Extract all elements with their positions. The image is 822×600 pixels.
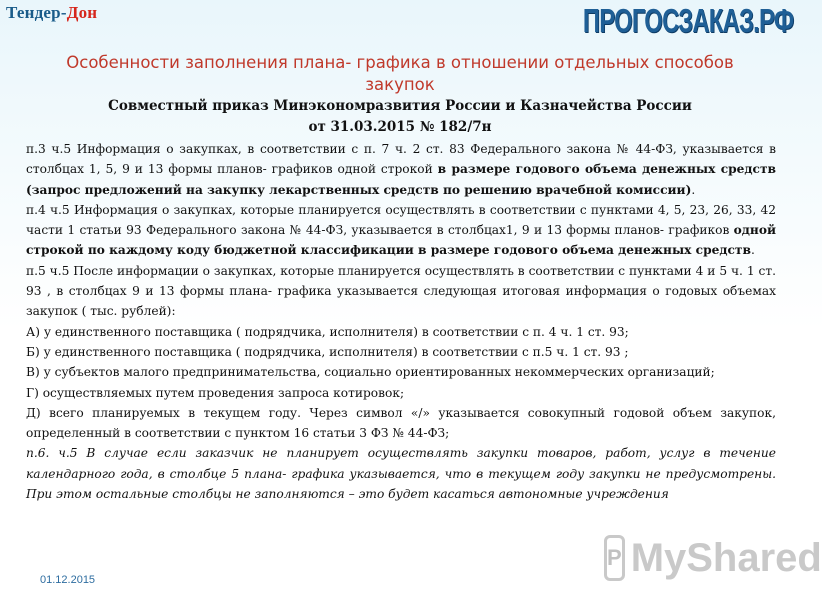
paragraph-p3: п.3 ч.5 Информация о закупках, в соответствии с п. 7 ч. 2 ст. 83 Федерального закона № 44-ФЗ, указывается в столбцах 1, 5, 9 и 13 формы планов- графиков одной строкой в размере годового объема денежных средств (запрос предложений на закупку лекарственных средств по решению врачебной комиссии). (26, 142, 776, 197)
slide-title: Особенности заполнения плана- графика в отношении отдельных способов закупок (66, 53, 734, 94)
list-item-b: Б) у единственного поставщика ( подрядчика, исполнителя) в соответствии с п.5 ч. 1 ст. 93 ; (26, 344, 629, 359)
slide-body (26, 139, 776, 504)
paragraph-p6-italic: п.6. ч.5 В случае если заказчик не планирует осуществлять закупки товаров, работ, услуг в течение календарного года, в столбце 5 плана- графика указывается, что в текущем году закупки не предусмотрены. При этом остальные столбцы не заполняются – это будет касаться автономные учреждения (26, 446, 776, 502)
paragraph-p5: п.5 ч.5 После информации о закупках, которые планируется осуществлять в соответствии с пунктами 4 и 5 ч. 1 ст. 93 , в столбцах 9 и 13 формы плана- графика указывается следующая итоговая информация о годовых объемах закупок ( тыс. рублей): (26, 263, 776, 319)
list-item-d: Д) всего планируемых в текущем году. Через символ «/» указывается совокупный годовой объем закупок, определенный в соответствии с пунктом 16 статьи 3 ФЗ № 44-ФЗ; (26, 405, 776, 441)
watermark-text: MyShared (630, 535, 822, 580)
list-item-a: А) у единственного поставщика ( подрядчика, исполнителя) в соответствии с п. 4 ч. 1 ст. 93; (26, 324, 629, 339)
progoszakaz-logo: ПРОГОСЗАКАЗ.РФ (582, 2, 794, 39)
subtitle-line-2: от 31.03.2015 № 182/7н (308, 119, 492, 135)
footer-date: 01.12.2015 (40, 574, 96, 586)
myshared-watermark (604, 528, 822, 588)
paragraph-p4: п.4 ч.5 Информация о закупках, которые планируется осуществлять в соответствии с пунктами 4, 5, 23, 26, 33, 42 части 1 статьи 93 Федерального закона № 44-ФЗ, указывается в столбцах1, 9 и 13 формы планов- графиков одной строкой по каждому коду бюджетной классификации в размере годового объема денежных средств. (26, 202, 776, 258)
slide-subtitle (20, 96, 780, 138)
list-item-g: Г) осуществляемых путем проведения запроса котировок; (26, 385, 405, 400)
brand-part-1: Тендер- (6, 3, 67, 22)
presentation-icon: P (604, 535, 625, 581)
brand-part-2: Дон (66, 3, 98, 22)
list-item-v: В) у субъектов малого предпринимательства, социально ориентированных некоммерческих организаций; (26, 365, 715, 380)
brand-title (6, 3, 97, 23)
subtitle-line-1: Совместный приказ Минэкономразвития России и Казначейства России (108, 98, 692, 114)
